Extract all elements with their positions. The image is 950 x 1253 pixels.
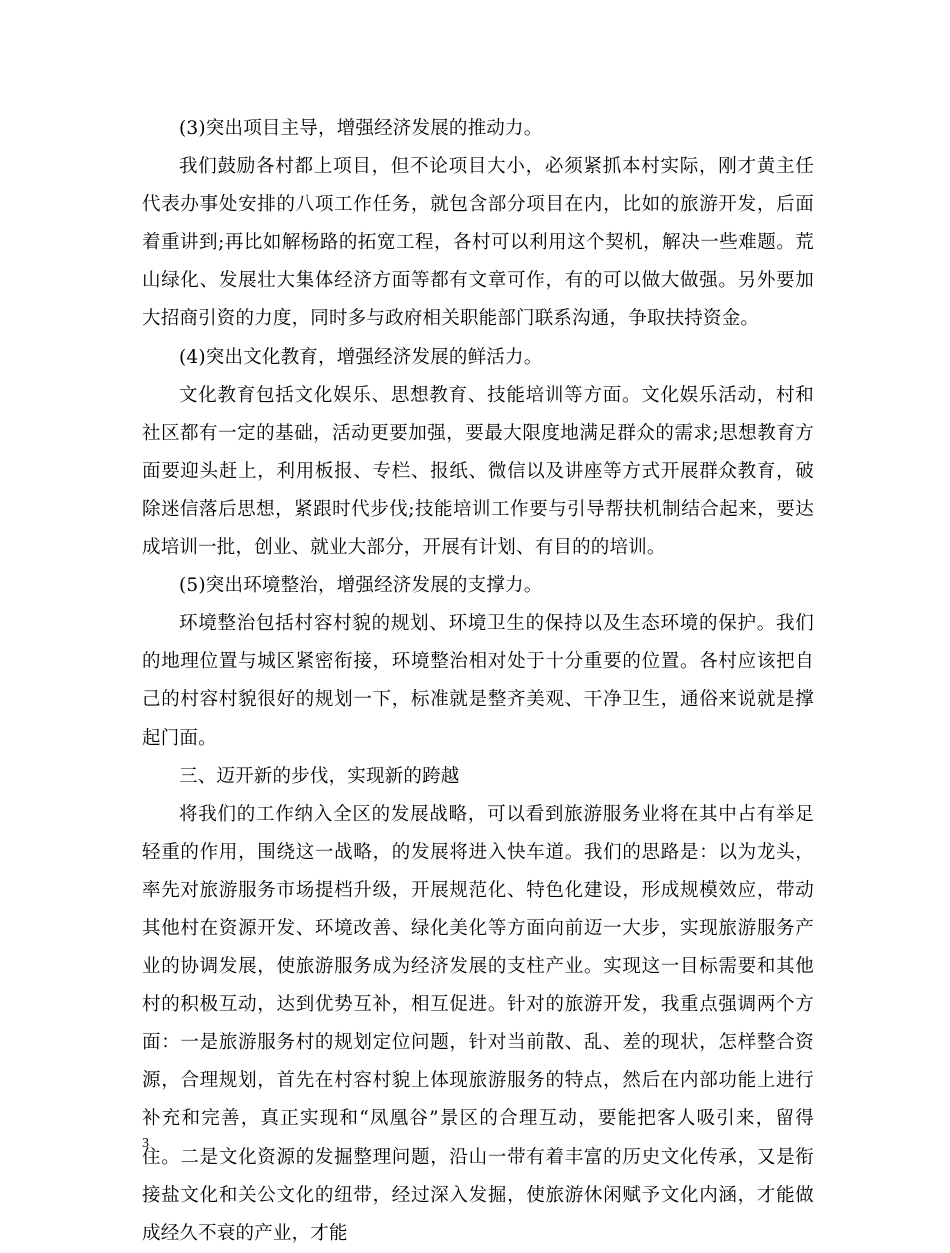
paragraph-culture-education: 文化教育包括文化娱乐、思想教育、技能培训等方面。文化娱乐活动，村和社区都有一定的基础，活动更要加强，要最大限度地满足群众的需求;思想教育方面要迎头赶上，利用板报、专栏、报纸、微信以及讲座等方式开展群众教育，破除迷信落后思想，紧跟时代步伐;技能培训工作要与引导帮扶机制结合起来，要达成培训一批，创业、就业大部分，开展有计划、有目的的培训。 — [142, 384, 814, 559]
section-heading-three: 三、迈开新的步伐，实现新的跨越 — [179, 765, 460, 787]
paragraph-heading-5: (5)突出环境整治，增强经济发展的支撑力。 — [179, 575, 543, 597]
paragraph-heading-3: (3)突出项目主导，增强经济发展的推动力。 — [179, 118, 543, 139]
paragraph-environment: 环境整治包括村容村貌的规划、环境卫生的保持以及生态环境的保护。我们的地理位置与城区紧密衔接，环境整治相对处于十分重要的位置。各村应该把自己的村容村貌很好的规划一下，标准就是整齐美观、干净卫生，通俗来说就是撑起门面。 — [142, 613, 814, 749]
paragraph-projects: 我们鼓励各村都上项目，但不论项目大小，必须紧抓本村实际，刚才黄主任代表办事处安排的八项工作任务，就包含部分项目在内，比如的旅游开发，后面着重讲到;再比如解杨路的拓宽工程，各村可以利用这个契机，解决一些难题。荒山绿化、发展壮大集体经济方面等都有文章可作，有的可以做大做强。另外要加大招商引资的力度，同时多与政府相关职能部门联系沟通，争取扶持资金。 — [142, 156, 814, 330]
document-body — [142, 110, 814, 1253]
paragraph-strategy: 将我们的工作纳入全区的发展战略，可以看到旅游服务业将在其中占有举足轻重的作用，围绕这一战略，的发展将进入快车道。我们的思路是：以为龙头，率先对旅游服务市场提档升级，开展规范化、特色化建设，形成规模效应，带动其他村在资源开发、环境改善、绿化美化等方面向前迈一大步，实现旅游服务产业的协调发展，使旅游服务成为经济发展的支柱产业。实现这一目标需要和其他村的积极互动，达到优势互补，相互促进。针对的旅游开发，我重点强调两个方面：一是旅游服务村的规划定位问题，针对当前散、乱、差的现状，怎样整合资源，合理规划，首先在村容村貌上体现旅游服务的特点，然后在内部功能上进行补充和完善，真正实现和“凤凰谷”景区的合理互动，要能把客人吸引来，留得住。二是文化资源的发掘整理问题，沿山一带有着丰富的历史文化传承，又是衔接盐文化和关公文化的纽带，经过深入发掘，使旅游休闲赋予文化内涵，才能做成经久不衰的产业，才能 — [142, 803, 814, 1244]
page-number: 3 — [142, 1136, 149, 1151]
paragraph-heading-4: (4)突出文化教育，增强经济发展的鲜活力。 — [179, 346, 543, 368]
